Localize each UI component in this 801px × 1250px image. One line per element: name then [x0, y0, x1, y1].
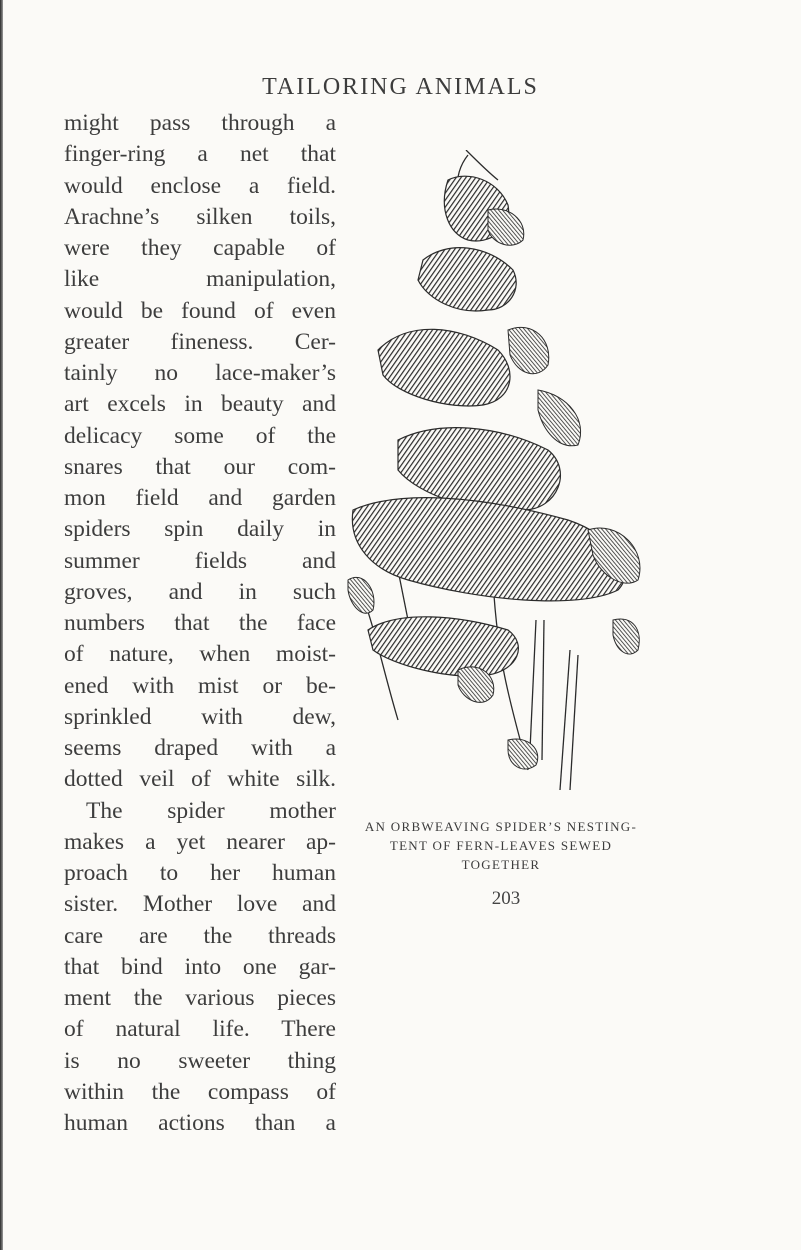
- body-line: ment the various pieces: [64, 985, 336, 1011]
- body-line: proach to her human: [64, 860, 336, 886]
- figure-caption: [326, 817, 676, 874]
- body-line: Arachne’s silken toils,: [64, 203, 336, 230]
- body-line: dotted veil of white silk.: [64, 766, 336, 793]
- body-line: of nature, when moist-: [64, 641, 336, 668]
- body-text: [64, 108, 336, 1139]
- body-line: mon field and garden: [64, 485, 336, 511]
- body-line: greater fineness. Cer-: [64, 328, 336, 355]
- body-line: that bind into one gar-: [64, 953, 336, 980]
- body-line: would enclose a field.: [64, 172, 336, 199]
- running-head: TAILORING ANIMALS: [262, 74, 539, 100]
- body-line: sprinkled with dew,: [64, 703, 336, 730]
- body-line: The spider mother: [86, 797, 336, 824]
- body-line: art excels in beauty and: [64, 391, 336, 418]
- body-line: numbers that the face: [64, 610, 336, 636]
- caption-line: AN ORBWEAVING SPIDER’S NESTING-: [364, 819, 638, 834]
- body-line: snares that our com-: [64, 453, 336, 480]
- body-line: within the compass of: [64, 1078, 336, 1105]
- caption-line: TOGETHER: [461, 857, 541, 872]
- body-line: finger-ring a net that: [64, 141, 336, 168]
- body-line: delicacy some of the: [64, 422, 336, 449]
- body-line: human actions than a: [64, 1110, 336, 1136]
- body-line: spiders spin daily in: [64, 516, 336, 543]
- body-line: makes a yet nearer ap-: [64, 828, 336, 855]
- body-line: might pass through a: [64, 110, 336, 136]
- page-edge: [0, 0, 3, 1250]
- body-line: care are the threads: [64, 922, 336, 949]
- body-line: sister. Mother love and: [64, 891, 336, 918]
- body-line: tainly no lace-maker’s: [64, 360, 336, 386]
- body-line: would be found of even: [64, 297, 336, 324]
- body-line: is no sweeter thing: [64, 1047, 336, 1074]
- body-line: seems draped with a: [64, 735, 336, 761]
- body-line: of natural life. There: [64, 1016, 336, 1043]
- page-number: 203: [491, 888, 521, 909]
- body-line: like manipulation,: [64, 266, 336, 293]
- body-line: summer fields and: [64, 547, 336, 574]
- body-line: were they capable of: [64, 235, 336, 261]
- body-line: ened with mist or be-: [64, 672, 336, 699]
- body-line: groves, and in such: [64, 578, 336, 605]
- caption-line: TENT OF FERN-LEAVES SEWED: [389, 838, 613, 853]
- fern-nest-illustration: [338, 150, 658, 810]
